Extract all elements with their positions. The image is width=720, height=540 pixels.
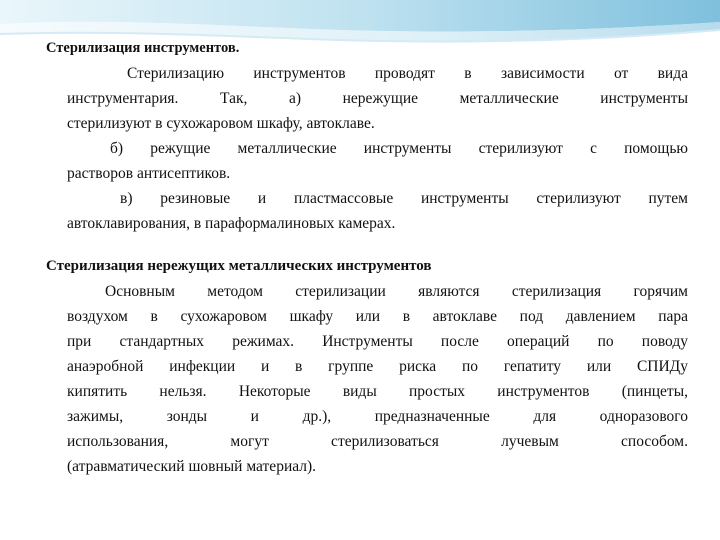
- text-line: при стандартных режимах. Инструменты после операций по поводу: [67, 333, 688, 350]
- text-line: автоклавирования, в параформалиновых камерах.: [67, 215, 396, 232]
- text-line: использования, могут стерилизоваться лучевым способом.: [67, 433, 688, 450]
- text-line: стерилизуют в сухожаровом шкафу, автоклаве.: [67, 115, 375, 132]
- text-line: Основным методом стерилизации являются стерилизация горячим: [105, 283, 688, 300]
- section2-paragraph-1: [46, 279, 688, 479]
- text-line: кипятить нельзя. Некоторые виды простых инструментов (пинцеты,: [67, 383, 688, 400]
- text-line: инструментария. Так, а) нережущие металлические инструменты: [67, 90, 688, 107]
- text-line: анаэробной инфекции и в группе риска по гепатиту или СПИДу: [67, 358, 688, 375]
- text-line: зажимы, зонды и др.), предназначенные для одноразового: [67, 408, 688, 425]
- section1-paragraph-3: [46, 186, 688, 236]
- text-line: в) резиновые и пластмассовые инструменты стерилизуют путем: [120, 190, 688, 207]
- text-line: Стерилизацию инструментов проводят в зависимости от вида: [127, 65, 688, 82]
- section2-heading: Стерилизация нережущих металлических инструментов: [46, 258, 432, 274]
- text-line: растворов антисептиков.: [67, 165, 231, 182]
- section1-paragraph-2: [46, 136, 688, 186]
- section1-heading: Стерилизация инструментов.: [46, 40, 240, 56]
- text-line: (атравматический шовный материал).: [67, 458, 317, 475]
- section1-paragraph-1: [46, 61, 688, 136]
- text-line: б) режущие металлические инструменты стерилизуют с помощью: [110, 140, 688, 157]
- slide-content: [46, 38, 688, 479]
- text-line: воздухом в сухожаровом шкафу или в автоклаве под давлением пара: [67, 308, 688, 325]
